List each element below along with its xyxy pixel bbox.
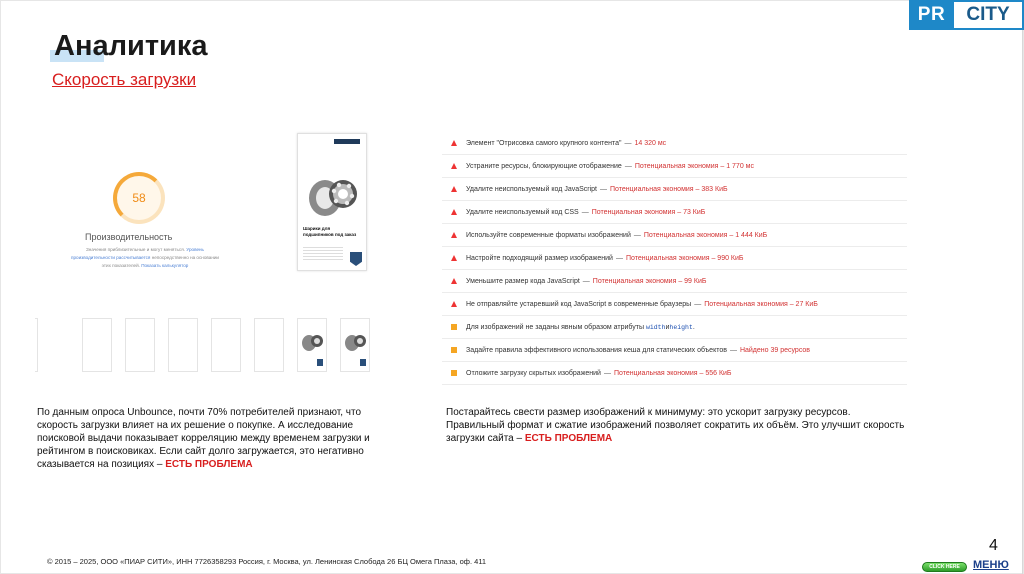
error-triangle-icon (451, 186, 457, 192)
diagnostic-item[interactable] (442, 178, 907, 201)
phone-badge-icon (350, 252, 362, 266)
diagnostic-text: Удалите неиспользуемый код JavaScript (466, 185, 598, 193)
filmstrip-frame (254, 318, 284, 372)
performance-note-link[interactable]: Уровень производительности рассчитывается (71, 247, 204, 260)
diagnostic-detail: Потенциальная экономия – 990 КиБ (625, 254, 744, 262)
diagnostic-item[interactable] (442, 224, 907, 247)
right-paragraph-text: Постарайтесь свести размер изображений к минимуму: это ускорит загрузку ресурсов. Правильный формат и сжатие изображений позволяет сократить их объём. Это улучшит скорость загрузки сайта – (446, 407, 905, 444)
dash: — (729, 346, 737, 354)
problem-highlight: ЕСТЬ ПРОБЛЕМА (524, 433, 613, 444)
diagnostic-item[interactable] (442, 362, 907, 385)
bearing-thumb (344, 332, 368, 352)
warning-square-icon (451, 324, 457, 330)
error-triangle-icon (451, 278, 457, 284)
left-paragraph-text: По данным опроса Unbounce, почти 70% потребителей признают, что скорость загрузки влияет на их решение о покупке. А исследование поисковой выдачи показывает корреляцию между временем загрузки и рейтингом в поисковиках. Если сайт долго загружается, это негативно сказывается на позициях – (37, 407, 370, 470)
dash: — (603, 369, 611, 377)
performance-note (70, 246, 220, 270)
phone-header-button (334, 139, 360, 144)
dash: — (694, 300, 702, 308)
dash: — (624, 139, 632, 147)
click-here-button[interactable]: CLICK HERE (922, 562, 967, 572)
filmstrip-frame (211, 318, 241, 372)
filmstrip-frame (168, 318, 198, 372)
logo-city: CITY (954, 0, 1024, 30)
diagnostic-text-mid: и (665, 323, 670, 331)
diagnostic-detail: 14 320 мс (634, 139, 667, 147)
phone-text-lines (303, 247, 343, 261)
page-subtitle[interactable]: Скорость загрузки (52, 70, 197, 89)
diagnostic-detail: Потенциальная экономия – 99 КиБ (592, 277, 707, 285)
filmstrip-frame (82, 318, 112, 372)
error-triangle-icon (451, 255, 457, 261)
error-triangle-icon (451, 163, 457, 169)
warning-square-icon (451, 347, 457, 353)
code-height: height (669, 323, 693, 331)
dash: — (615, 254, 623, 262)
error-triangle-icon (451, 232, 457, 238)
diagnostic-text: Элемент "Отрисовка самого крупного контента" (466, 139, 622, 147)
diagnostic-item[interactable] (442, 316, 907, 339)
left-paragraph (37, 406, 382, 471)
performance-score: 58 (132, 191, 146, 205)
filmstrip-frame (35, 318, 38, 372)
page-title: Аналитика (54, 30, 208, 62)
diagnostic-text: Задайте правила эффективного использования кеша для статических объектов (466, 346, 727, 354)
performance-label: Производительность (85, 232, 173, 242)
diagnostics-list (442, 132, 907, 385)
diagnostic-item[interactable] (442, 293, 907, 316)
filmstrip-frame (125, 318, 155, 372)
diagnostic-text: Отложите загрузку скрытых изображений (466, 369, 601, 377)
warning-square-icon (451, 370, 457, 376)
dash: — (581, 208, 589, 216)
dash: — (633, 231, 641, 239)
filmstrip-frame (297, 318, 327, 372)
thumb-badge (317, 359, 323, 366)
pr-city-logo[interactable] (909, 0, 1024, 30)
diagnostic-text-end: . (692, 323, 695, 331)
diagnostic-detail: Потенциальная экономия – 1 444 КиБ (643, 231, 768, 239)
logo-pr: PR (909, 0, 954, 30)
dash: — (582, 277, 590, 285)
dash: — (600, 185, 608, 193)
diagnostic-item[interactable] (442, 247, 907, 270)
thumb-badge (360, 359, 366, 366)
diagnostic-detail: Потенциальная экономия – 73 КиБ (591, 208, 706, 216)
diagnostic-detail: Потенциальная экономия – 556 КиБ (613, 369, 732, 377)
diagnostic-item[interactable] (442, 155, 907, 178)
footer-copyright: © 2015 – 2025, ООО «ПИАР СИТИ», ИНН 7726358293 Россия, г. Москва, ул. Ленинская Слобода 26 БЦ Омега Плаза, оф. 411 (47, 557, 487, 566)
code-width: width (645, 323, 666, 331)
diagnostic-text: Не отправляйте устаревший код JavaScript в современные браузеры (466, 300, 692, 308)
right-paragraph (446, 406, 906, 445)
performance-note-text-2: непосредственно на основании этих показателей. (101, 255, 219, 268)
performance-note-text: Значения приблизительные и могут меняться. (86, 247, 187, 252)
diagnostic-text: Удалите неиспользуемый код CSS (466, 208, 579, 216)
error-triangle-icon (451, 140, 457, 146)
diagnostic-text: Устраните ресурсы, блокирующие отображение (466, 162, 622, 170)
dash: — (624, 162, 632, 170)
diagnostic-item[interactable] (442, 201, 907, 224)
error-triangle-icon (451, 209, 457, 215)
phone-preview (297, 133, 367, 271)
diagnostic-detail: Потенциальная экономия – 1 770 мс (634, 162, 754, 170)
right-border (1022, 0, 1023, 574)
diagnostic-detail: Потенциальная экономия – 383 КиБ (610, 185, 728, 193)
diagnostic-item[interactable] (442, 132, 907, 155)
bearing-thumb (301, 332, 325, 352)
diagnostic-text: Для изображений не заданы явным образом атрибуты (466, 323, 645, 331)
bearing-image (305, 172, 360, 220)
diagnostic-item[interactable] (442, 270, 907, 293)
diagnostic-item[interactable] (442, 339, 907, 362)
error-triangle-icon (451, 301, 457, 307)
phone-caption: Шарики для подшипников под заказ (303, 226, 357, 237)
problem-highlight: ЕСТЬ ПРОБЛЕМА (165, 459, 253, 470)
menu-link[interactable]: МЕНЮ (973, 559, 1009, 571)
diagnostic-text: Используйте современные форматы изображений (466, 231, 631, 239)
diagnostic-text: Уменьшите размер кода JavaScript (466, 277, 580, 285)
page-number: 4 (989, 537, 998, 554)
diagnostic-text: Настройте подходящий размер изображений (466, 254, 613, 262)
diagnostic-detail: Потенциальная экономия – 27 КиБ (704, 300, 818, 308)
diagnostic-detail: Найдено 39 ресурсов (739, 346, 811, 354)
calculator-link[interactable]: Показать калькулятор (141, 263, 189, 268)
performance-score-gauge (113, 172, 165, 224)
filmstrip-frame (340, 318, 370, 372)
